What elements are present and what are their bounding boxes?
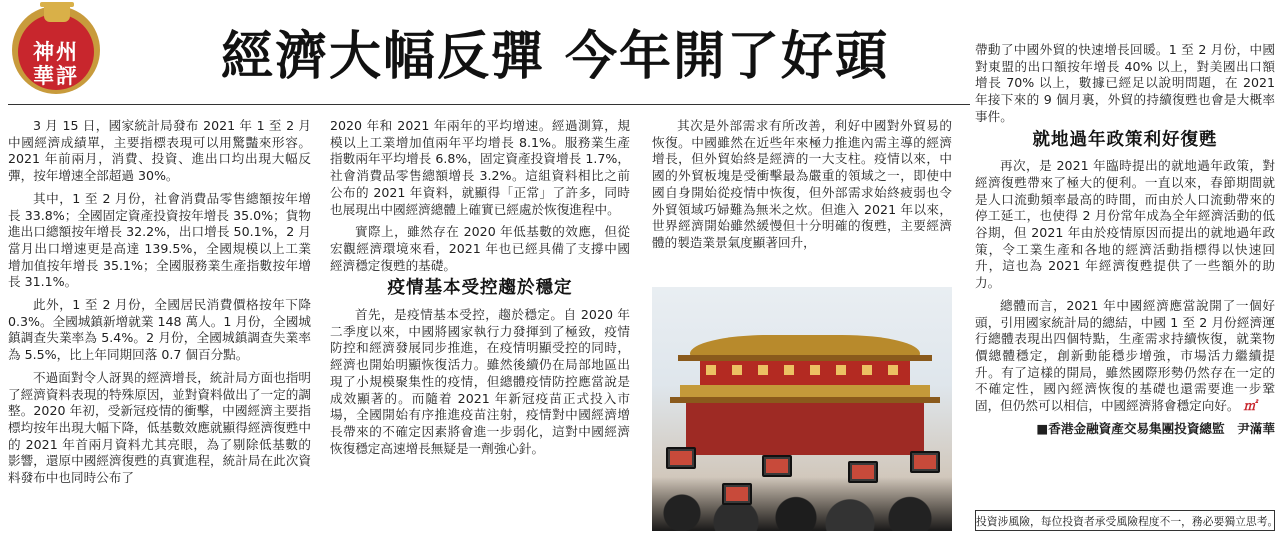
smartphone-icon (666, 447, 696, 469)
column-4 (975, 42, 1275, 437)
paragraph (975, 298, 1275, 415)
smartphone-icon (910, 451, 940, 473)
smartphone-icon (762, 455, 792, 477)
paragraph: 再次，是 2021 年臨時提出的就地過年政策，對經濟復甦帶來了極大的便利。一直以來，春節期間就是人口流動頻率最高的時間，而由於人口流動帶來的停工延工，也使得 2 月份常年成為全年經濟活動的低谷期，但 2021 年由於疫情原因而提出的就地過年政策，令工業生產和各地的經濟活動指標得以快速回升，這也為 2021 年經濟復甦提供了一些額外的助力。 (975, 158, 1275, 291)
bronze-vessel-icon (44, 6, 70, 22)
subheading-epidemic: 疫情基本受控趨於穩定 (387, 278, 573, 299)
tiananmen-crowd-photo (652, 287, 952, 531)
paragraph: 帶動了中國外貿的快速增長回暖。1 至 2 月份，中國對東盟的出口額按年增長 40% 以上，對美國出口額增長 70% 以上，數據已經足以說明問題，在 2021 年接下來的 9 個月裏，外貿的持續復甦也會是大概率事件。 (975, 42, 1275, 124)
paragraph: 其次是外部需求有所改善，利好中國對外貿易的恢復。中國雖然在近些年來極力推進內需主導的經濟增長，但外貿始終是經濟的一大支柱。疫情以來，中國的外貿板塊是受衝擊最為嚴重的領域之一，即使中國自身開始從疫情中恢復，但外部需求始終疲弱也令外貿領域巧婦難為無米之炊。但進入 2021 年以來，世界經濟開始雖然緩慢但十分明確的復甦，主要經濟體的製造業景氣度顯著回升， (652, 118, 952, 250)
end-mark: ㎡ (1243, 398, 1257, 414)
smartphone-icon (848, 461, 878, 483)
crowd-silhouette-icon (652, 441, 952, 531)
paragraph: 2020 年和 2021 年兩年的平均增速。經過測算，規模以上工業增加值兩年平均增長 8.1%。服務業生產指數兩年平均增長 6.8%，固定資產投資增長 1.7%，社會消費品零售總額增長 3.2%。這組資料相比之前公布的 2021 年資料，就顯得「正常」了許多，同時也展現出中國經濟總體上確實已經處於恢復進程中。 (330, 118, 630, 217)
column-logo (8, 0, 104, 108)
column-2 (330, 118, 630, 463)
paragraph: 實際上，雖然存在 2020 年低基數的效應，但從宏觀經濟環境來看，2021 年也已經具備了支撐中國經濟穩定復甦的基礎。 (330, 224, 630, 273)
headline-rule (8, 104, 970, 105)
smartphone-icon (722, 483, 752, 505)
column-1 (8, 118, 311, 493)
column-3 (652, 118, 952, 258)
headline: 經濟大幅反彈 今年開了好頭 (220, 26, 890, 87)
logo-text-line1: 神州 (33, 39, 79, 64)
paragraph: 3 月 15 日，國家統計局發布 2021 年 1 至 2 月中國經濟成績單，主要指標表現可以用驚豔來形容。2021 年前兩月，消費、投資、進出口均出現大幅反彈，按年增速全部超過 30%。 (8, 118, 311, 184)
subheading-holiday-policy: 就地過年政策利好復甦 (1032, 129, 1218, 150)
paragraph: 首先，是疫情基本受控，趨於穩定。自 2020 年二季度以來，中國將國家執行力發揮到了極致，疫情防控和經濟發展同步推進，在疫情明顯受控的同時，經濟也開始明顯恢復活力。雖然後續仍在局部地區出現了小規模聚集性的疫情，但總體疫情防控應當說是成效顯著的。而隨着 2021 年新冠疫苗正式投入市場，全國開始有序推進疫苗注射，疫情對中國經濟增長帶來的不確定因素將會進一步弱化，這對中國經濟恢復穩定高速增長無疑是一劑強心針。 (330, 307, 630, 456)
paragraph: 其中，1 至 2 月份，社會消費品零售總額按年增長 33.8%；全國固定資產投資按年增長 35.0%；貨物進出口總額按年增長 32.2%，出口增長 50.1%，2 月當月出口增速更是高達 139.5%，全國規模以上工業增加值按年增長 35.1%；全國服務業生產指數按年增長 31.1%。 (8, 190, 311, 290)
paragraph: 不過面對令人訝異的經濟增長，統計局方面也指明了經濟資料表現的特殊原因，並對資料做出了一定的調整。2020 年初，受新冠疫情的衝擊，中國經濟主要指標均按年出現大幅下降，低基數效應就顯得經濟復甦中的 2021 年首兩月資料尤其亮眼，為了剔除低基數的影響，還原中國經濟復甦的真實進程，統計局在此次資料發布中也同時公布了 (8, 369, 311, 486)
logo-text-line2: 華評 (33, 63, 79, 88)
gate-tower-icon (670, 335, 940, 455)
disclaimer-box: 投資涉風險，每位投資者承受風險程度不一，務必要獨立思考。 (975, 510, 1275, 531)
paragraph: 此外，1 至 2 月份，全國居民消費價格按年下降 0.3%。全國城鎮新增就業 148 萬人。1 月份，全國城鎮調查失業率為 5.4%。2 月份，全國城鎮調查失業率為 5.5%，比上年同期回落 0.7 個百分點。 (8, 297, 311, 363)
paragraph-text: 總體而言，2021 年中國經濟應當說開了一個好頭，引用國家統計局的總結，中國 1 至 2 月份經濟運行總體表現出四個特點，生產需求持續恢復，就業物價總體穩定，創新動能穩步增強，市場活力繼續提升。有了這樣的開局，雖然國際形勢仍然存在一定的不確定性，國內經濟恢復的基礎也還需要進一步鞏固，但仍然可以相信，中國經濟將會穩定向好。 (975, 297, 1275, 414)
author-byline: ■香港金融資產交易集團投資總監 尹滿華 (1036, 420, 1275, 436)
